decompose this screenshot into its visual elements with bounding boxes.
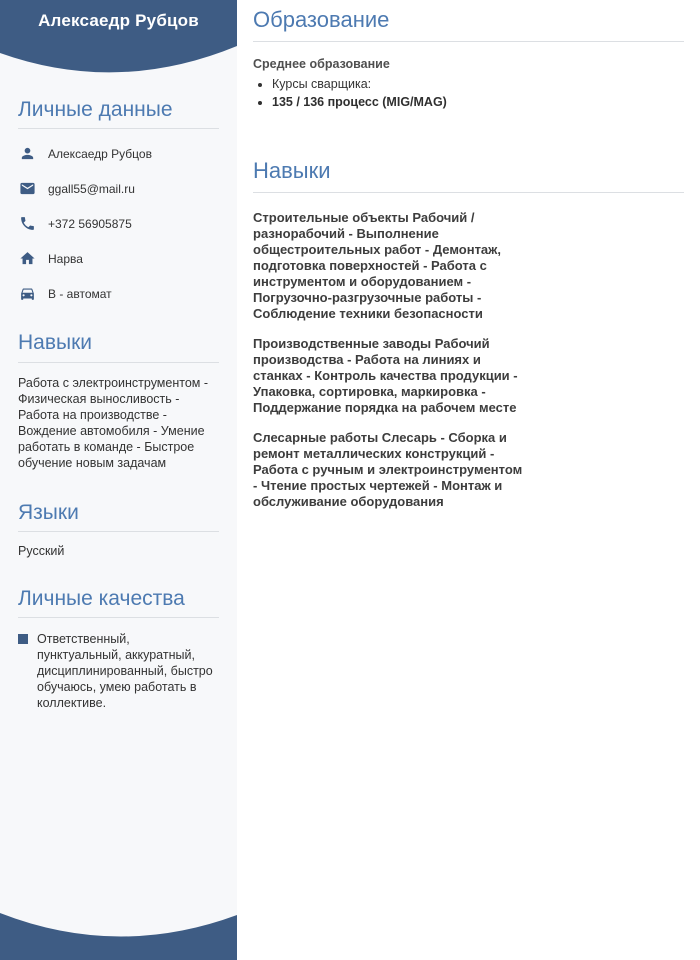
skill-paragraph: Производственные заводы Рабочий производства - Работа на линиях и станках - Контроль качества продукции - Упаковка, сортировка, маркировка - Поддержание порядка на рабочем месте bbox=[253, 336, 518, 415]
sidebar-skills-title: Навыки bbox=[18, 330, 219, 363]
personal-data-section bbox=[18, 97, 219, 304]
education-title: Образование bbox=[253, 6, 684, 42]
phone-icon bbox=[18, 215, 36, 233]
languages-text: Русский bbox=[18, 544, 65, 558]
education-bullet-list bbox=[253, 77, 684, 110]
personal-data-title: Личные данные bbox=[18, 97, 219, 129]
personal-qualities-section bbox=[18, 586, 219, 711]
contact-item-phone bbox=[18, 213, 219, 234]
skill-paragraph: Строительные объекты Рабочий / разнорабочий - Выполнение общестроительных работ - Демонтаж, подготовка поверхностей - Работа с инструментом и оборудованием - Погрузочно-разгрузочные работы - Соблюдение техники безопасности bbox=[253, 210, 501, 321]
person-name: Алексаедр Рубцов bbox=[38, 11, 199, 30]
sidebar-header bbox=[0, 0, 237, 95]
education-bullet: • 135 / 136 процесс (MIG/MAG) bbox=[272, 95, 684, 110]
education-bullet: • Курсы сварщика: bbox=[272, 77, 684, 92]
main-content bbox=[237, 0, 700, 960]
personal-qualities-title: Личные качества bbox=[18, 586, 219, 618]
contact-driving-text: B - автомат bbox=[48, 286, 112, 301]
languages-section bbox=[18, 500, 219, 559]
contact-item-name bbox=[18, 143, 219, 164]
main-skills-section bbox=[253, 157, 684, 510]
education-degree: Среднее образование bbox=[253, 57, 390, 71]
contact-list bbox=[18, 143, 219, 304]
personal-qualities-text: Ответственный, пунктуальный, аккуратный, дисциплинированный, быстро обучаюсь, умею работать в коллективе. bbox=[37, 632, 213, 710]
contact-email-text: ggall55@mail.ru bbox=[48, 181, 135, 196]
sidebar-skills-section bbox=[18, 330, 219, 471]
sidebar-footer bbox=[0, 913, 237, 960]
envelope-icon bbox=[18, 180, 36, 198]
contact-item-email bbox=[18, 178, 219, 199]
user-icon bbox=[18, 145, 36, 163]
main-skills-title: Навыки bbox=[253, 157, 684, 193]
sidebar-content bbox=[0, 97, 237, 711]
square-bullet-icon bbox=[18, 634, 28, 644]
languages-title: Языки bbox=[18, 500, 219, 532]
skill-paragraph: Слесарные работы Слесарь - Сборка и ремонт металлических конструкций - Работа с ручным и электроинструментом - Чтение простых чертежей - Монтаж и обслуживание оборудования bbox=[253, 430, 523, 509]
sidebar bbox=[0, 0, 237, 960]
contact-item-city bbox=[18, 248, 219, 269]
footer-curve-shape bbox=[0, 913, 237, 960]
car-icon bbox=[18, 285, 36, 303]
quality-item bbox=[18, 631, 219, 711]
contact-item-driving bbox=[18, 283, 219, 304]
sidebar-skills-text: Работа с электроинструментом - Физическая выносливость - Работа на производстве - Вождение автомобиля - Умение работать в команде - Быстрое обучение новым задачам bbox=[18, 376, 209, 470]
contact-name-text: Алексаедр Рубцов bbox=[48, 146, 152, 161]
education-entry bbox=[253, 57, 684, 110]
education-section bbox=[253, 6, 684, 110]
home-icon bbox=[18, 250, 36, 268]
contact-city-text: Нарва bbox=[48, 251, 83, 266]
contact-phone-text: +372 56905875 bbox=[48, 216, 132, 231]
